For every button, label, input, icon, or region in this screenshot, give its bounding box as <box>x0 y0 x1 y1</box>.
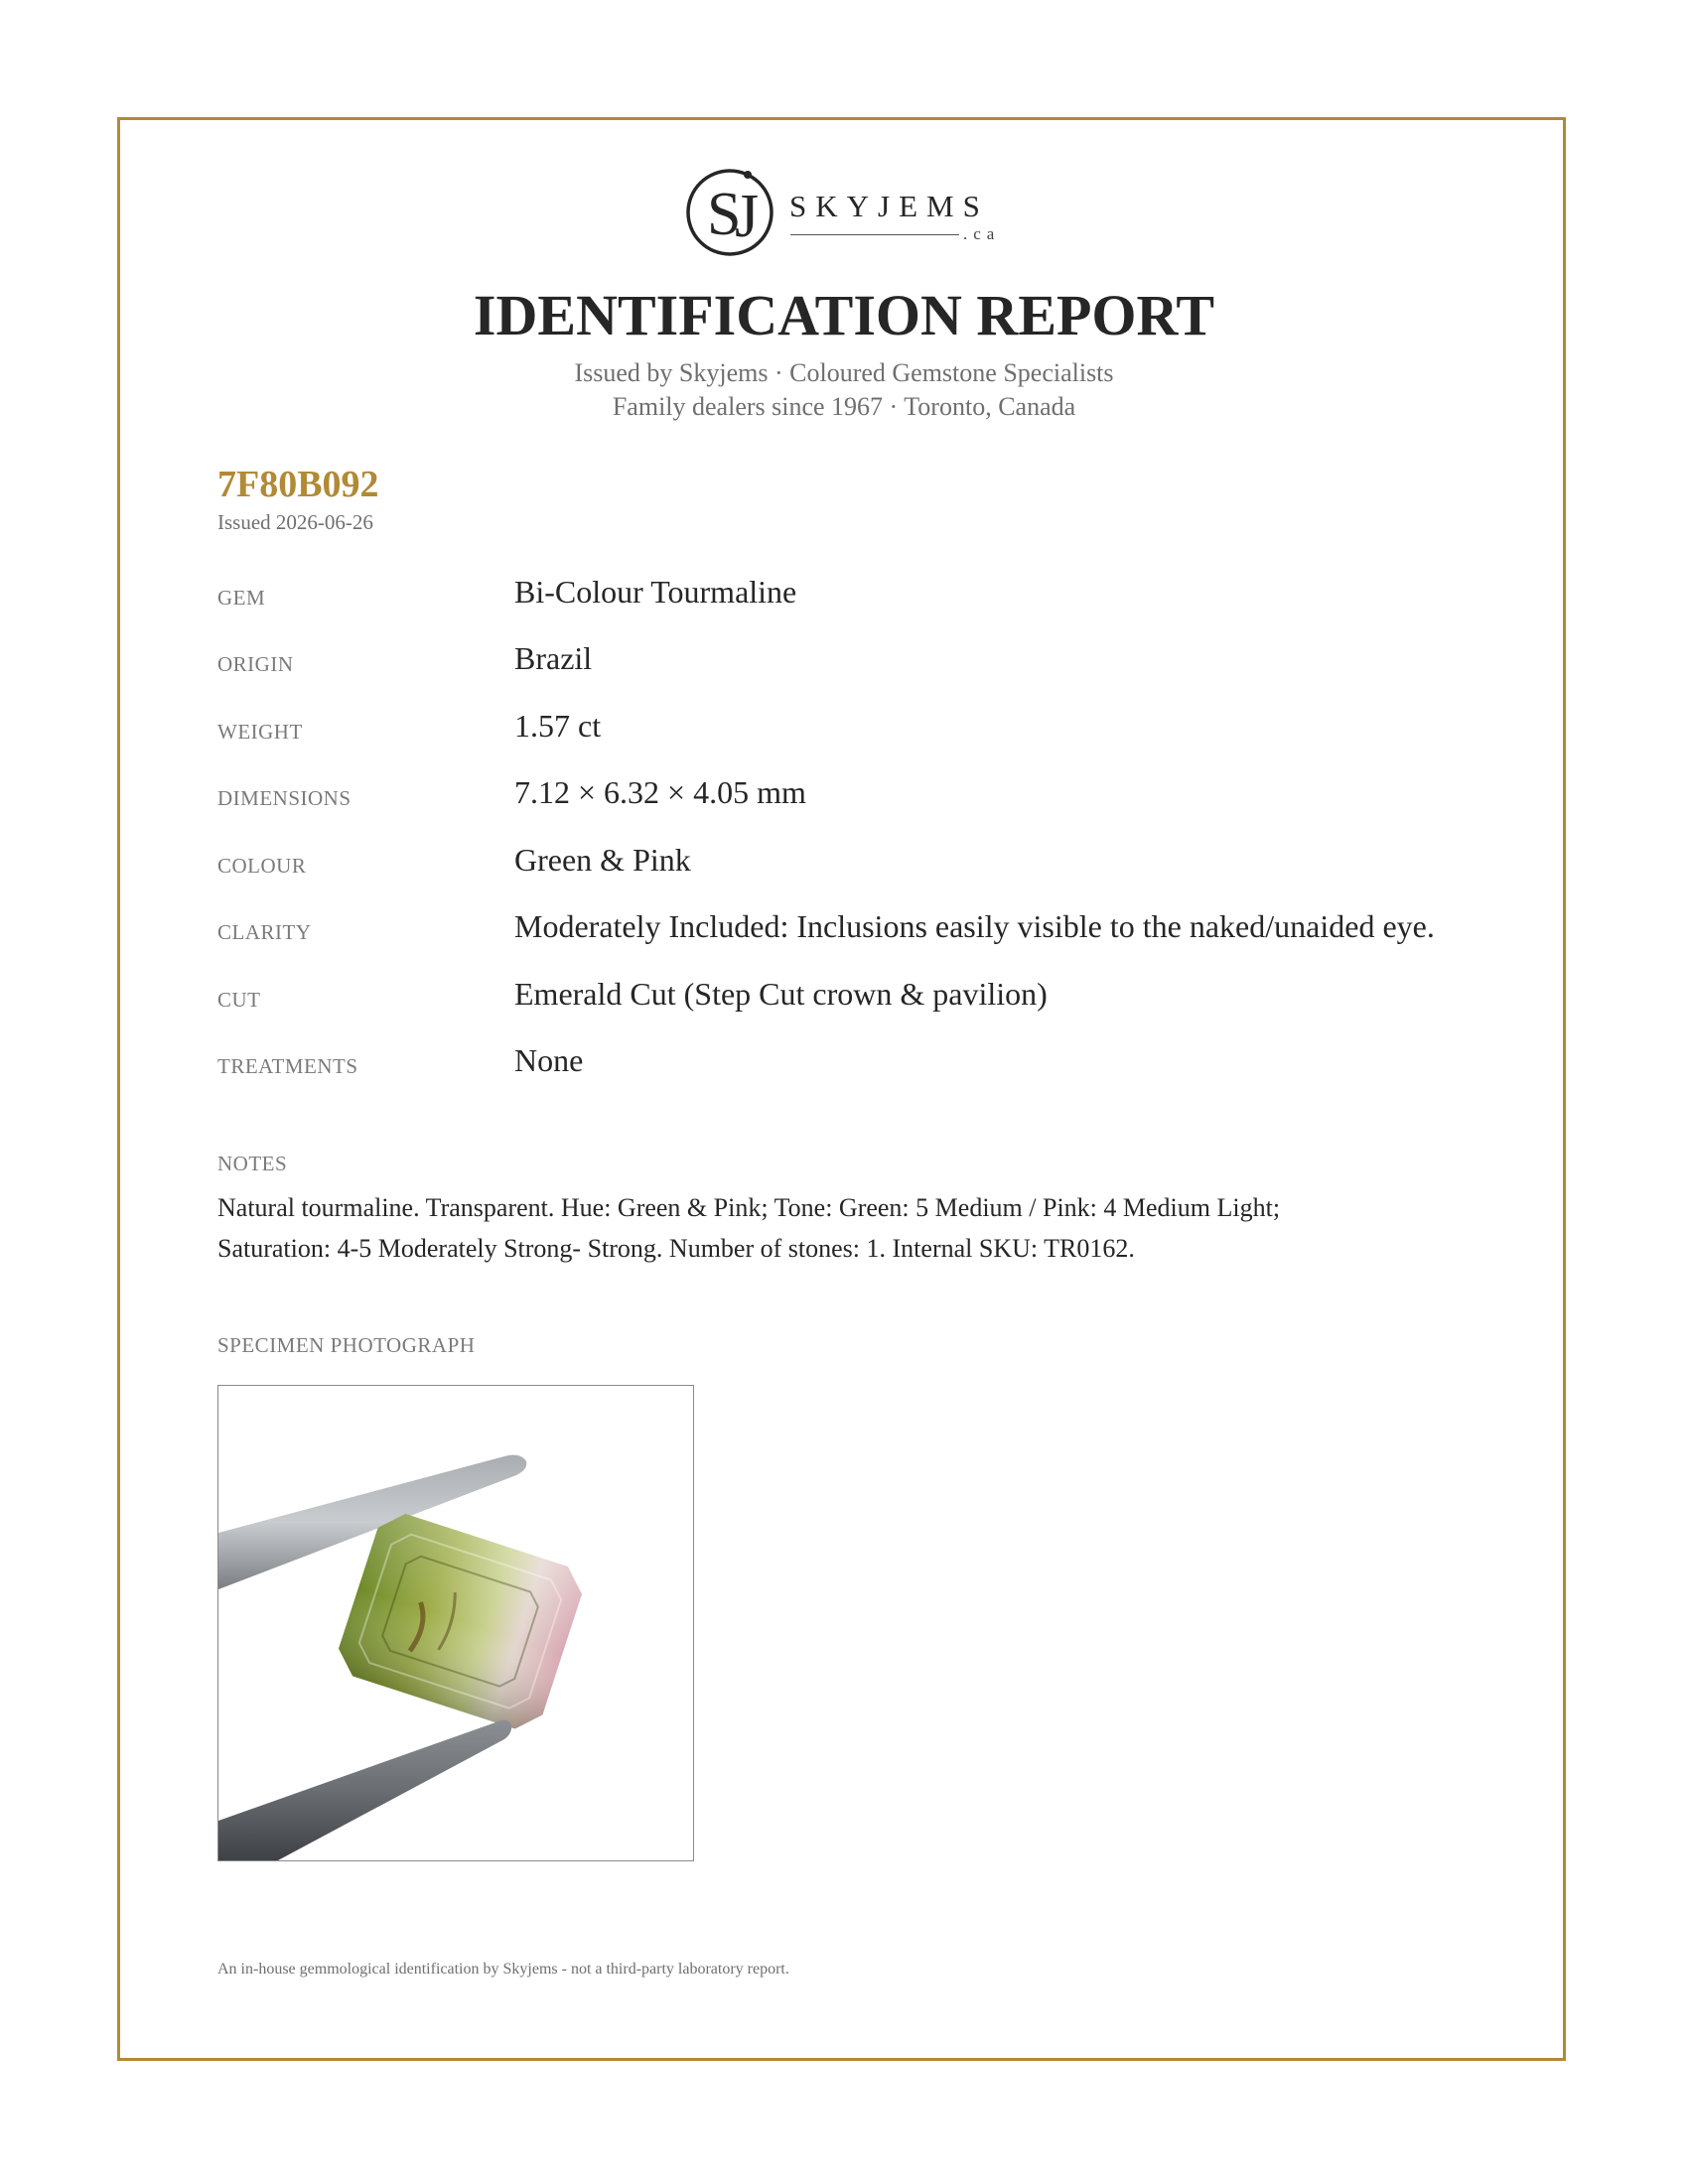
field-row-dimensions <box>217 774 1508 824</box>
field-label: DIMENSIONS <box>217 786 352 810</box>
field-row-colour <box>217 842 1508 891</box>
field-row-treatments <box>217 1042 1508 1092</box>
disclaimer: An in-house gemmological identification by Skyjems - not a third-party laboratory report. <box>217 1961 789 1978</box>
brand-domain: .ca <box>963 224 1001 243</box>
specimen-photo <box>217 1385 694 1861</box>
field-value: 7.12 × 6.32 × 4.05 mm <box>514 774 806 810</box>
field-row-cut <box>217 976 1508 1025</box>
issuer-line: Issued by Skyjems · Coloured Gemstone Specialists <box>574 358 1114 387</box>
field-label: CLARITY <box>217 920 312 944</box>
field-label: CUT <box>217 988 261 1012</box>
field-label: COLOUR <box>217 854 307 878</box>
brand-wordmark: SKYJEMS <box>789 189 989 223</box>
notes-body <box>217 1187 1469 1269</box>
svg-text:J: J <box>735 183 760 250</box>
field-label: TREATMENTS <box>217 1054 358 1078</box>
notes-heading: NOTES <box>217 1152 288 1175</box>
photo-heading: SPECIMEN PHOTOGRAPH <box>217 1333 476 1357</box>
field-value: Emerald Cut (Step Cut crown & pavilion) <box>514 976 1048 1012</box>
field-value: Brazil <box>514 640 593 676</box>
field-label: ORIGIN <box>217 652 294 676</box>
field-value: Bi-Colour Tourmaline <box>514 574 797 610</box>
field-row-gem <box>217 574 1508 623</box>
report-number: 7F80B092 <box>217 464 379 505</box>
tourmaline-specimen-image <box>218 1386 693 1860</box>
notes-line: Natural tourmaline. Transparent. Hue: Green & Pink; Tone: Green: 5 Medium / Pink: 4 Medium Light; <box>217 1193 1281 1222</box>
field-row-origin <box>217 640 1508 690</box>
field-value: Green & Pink <box>514 842 691 878</box>
field-value: 1.57 ct <box>514 708 602 744</box>
field-value: Moderately Included: Inclusions easily visible to the naked/unaided eye. <box>514 908 1435 944</box>
heritage-line: Family dealers since 1967 · Toronto, Canada <box>612 392 1076 421</box>
field-row-weight <box>217 708 1508 757</box>
field-label: WEIGHT <box>217 720 303 744</box>
monogram-icon <box>683 165 782 264</box>
issue-date: Issued 2026-06-26 <box>217 510 373 534</box>
field-row-clarity <box>217 908 1508 958</box>
field-label: GEM <box>217 586 266 610</box>
skyjems-logo <box>683 165 1001 264</box>
brand-rule <box>790 234 959 235</box>
report-title: IDENTIFICATION REPORT <box>473 283 1215 347</box>
svg-text:S: S <box>707 181 742 248</box>
notes-line: Saturation: 4-5 Moderately Strong- Strong. Number of stones: 1. Internal SKU: TR0162. <box>217 1234 1135 1263</box>
field-value: None <box>514 1042 584 1078</box>
